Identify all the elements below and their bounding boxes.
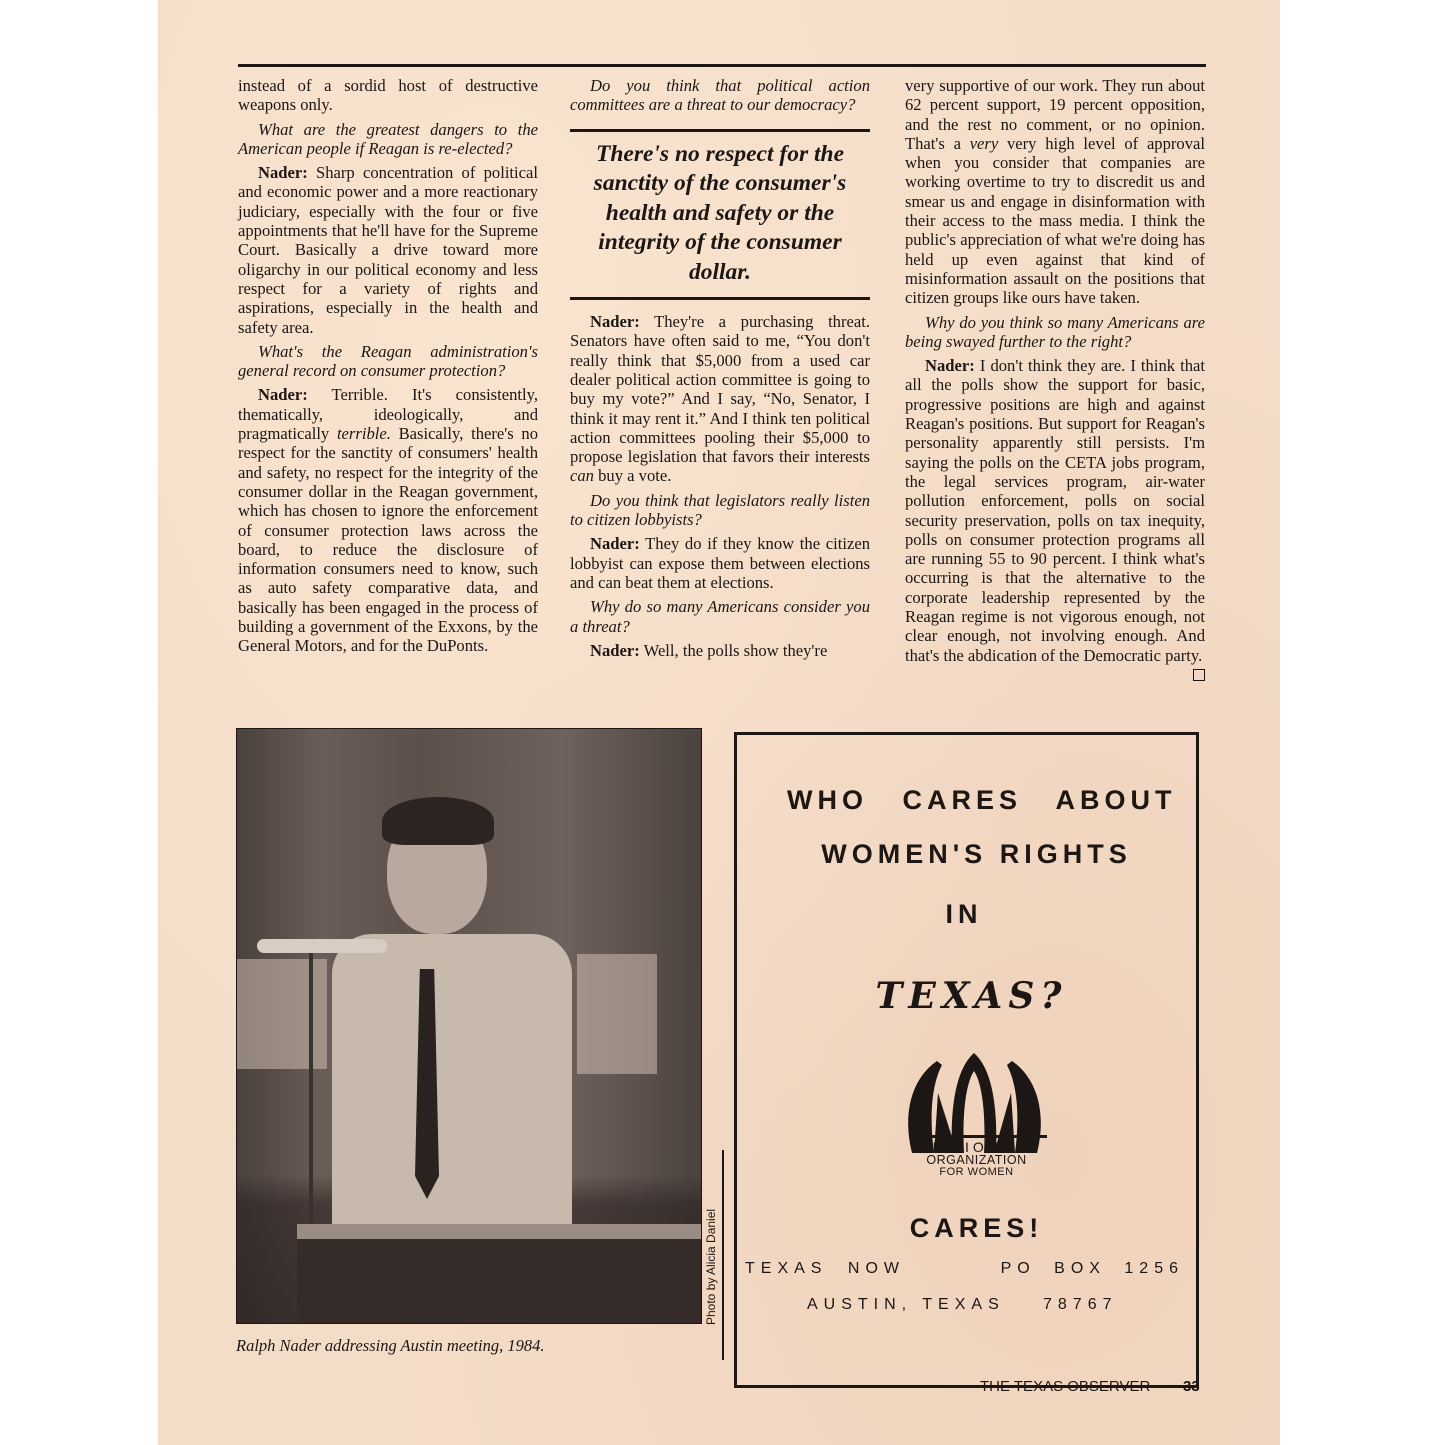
wall-panel xyxy=(577,954,657,1074)
page-footer xyxy=(980,1378,1200,1395)
answer-text: I don't think they are. I think that all the polls show the support for basic, progressive positions are high and against Reagan's positions. But support for Reagan's personality apparently still persists. I'm saying the polls on the CETA jobs program, the legal services program, air-water pollution enforcement, polls on social security preservation, polls on tax inequity, polls on consumer protection programs all are running 55 to 90 percent. I think what's occurring is that the alternative to the corporate leadership represented by the Reagan regime is not vigorous enough, not clear enough, not involving enough. And that's the abdication of the Democratic party. xyxy=(905,356,1205,665)
interview-answer xyxy=(570,641,870,660)
ad-cares: CARES! xyxy=(909,1213,1044,1243)
address-city: AUSTIN, TEXAS xyxy=(807,1296,1005,1313)
answer-text: buy a vote. xyxy=(593,466,672,486)
paragraph-text: very high level of approval when you consider that companies are working overtime to try to discredit us and smear us and engage in disinformation with their access to the mass media. I think the public's appreciation of what we're doing has held up even against that kind of misinformation assault on the positions that citizen groups like ours have taken. xyxy=(905,133,1205,308)
speaker-label: Nader: xyxy=(258,163,308,183)
address-po-box: PO BOX 1256 xyxy=(1000,1260,1184,1277)
speaker-label: Nader: xyxy=(925,356,975,376)
ad-headline-line-3: IN xyxy=(945,899,983,929)
speaker-label: Nader: xyxy=(590,640,640,660)
podium xyxy=(297,1239,701,1323)
speaker-label: Nader: xyxy=(258,385,308,405)
org-name-line-1: NATIONAL xyxy=(926,1139,1027,1155)
address-zip: 78767 xyxy=(1043,1296,1118,1313)
interview-question: Do you think that legislators really listen to citizen lobbyists? xyxy=(570,490,870,530)
interview-question: Do you think that political action committees are a threat to our democracy? xyxy=(570,76,870,115)
interview-answer xyxy=(238,163,538,337)
speaker-hair xyxy=(382,797,494,845)
paragraph xyxy=(905,76,1205,308)
org-name-line-3: FOR WOMEN xyxy=(939,1166,1014,1178)
photo-caption: Ralph Nader addressing Austin meeting, 1984. xyxy=(236,1336,545,1355)
address-name: TEXAS NOW xyxy=(745,1260,906,1277)
emphasis-text: very xyxy=(969,133,999,153)
answer-text: Well, the polls show they're xyxy=(639,640,828,660)
paragraph: instead of a sordid host of destructive weapons only. xyxy=(238,76,538,115)
vertical-rule xyxy=(722,1150,724,1360)
logo-underline xyxy=(917,1135,1047,1138)
microphone-stand xyxy=(309,951,313,1241)
column-1 xyxy=(238,76,538,661)
interview-answer xyxy=(238,385,538,655)
column-2 xyxy=(570,76,870,665)
end-mark-icon xyxy=(1193,669,1205,681)
now-advertisement xyxy=(734,732,1199,1388)
speaker-label: Nader: xyxy=(590,534,640,554)
interview-question: Why do so many Americans consider you a threat? xyxy=(570,597,870,636)
page-number: 33 xyxy=(1183,1378,1200,1395)
photo-ralph-nader xyxy=(236,728,702,1324)
ad-headline-texas: TEXAS? xyxy=(875,975,1068,1017)
interview-question: What are the greatest dangers to the American people if Reagan is re-elected? xyxy=(238,119,538,158)
top-rule xyxy=(238,64,1206,67)
answer-text: Terrible. It's consistently, thematically, ideologically, and pragmatically xyxy=(238,385,538,444)
publication-name: THE TEXAS OBSERVER xyxy=(980,1378,1151,1395)
answer-text: They're a purchasing threat. Senators have often said to me, “You don't really think that $5,000 from a used car dealer political action committee is going to buy my vote?” And I say, “No, Senator, I think it may rent it.” And I think ten political action committees pooling their $5,000 to propose legislation that favors their interests xyxy=(570,312,870,467)
org-name-line-2: ORGANIZATION xyxy=(926,1153,1027,1167)
paragraph-text: very supportive of our work. They run about 62 percent support, 19 percent opposition, and the rest no comment, or no opinion. That's a xyxy=(905,76,1205,153)
emphasis-text: terrible. xyxy=(336,424,391,444)
interview-question: What's the Reagan administration's general record on consumer protection? xyxy=(238,341,538,381)
ad-headline-line-2: WOMEN'S RIGHTS xyxy=(821,839,1132,869)
answer-text: Sharp concentration of political and economic power and a more reactionary judiciary, especially with the four or five appointments that he'll have for the Supreme Court. Basically a drive toward more oligarchy in our political economy and less respect for a variety of rights and aspirations, especially in the health and safety area. xyxy=(238,163,538,337)
microphone-icon xyxy=(257,939,387,953)
interview-answer xyxy=(570,312,870,486)
interview-answer xyxy=(905,356,1205,665)
ad-headline-line-1: WHO CARES ABOUT xyxy=(787,785,1177,815)
column-3 xyxy=(905,76,1205,681)
interview-question: Why do you think so many Americans are being swayed further to the right? xyxy=(905,312,1205,351)
speaker-label: Nader: xyxy=(590,312,640,332)
speaker-suit xyxy=(332,934,572,1224)
interview-answer xyxy=(570,534,870,592)
answer-text: Basically, there's no respect for the sanctity of consumers' health and safety, no respect for the integrity of the consumer dollar in the Reagan government, which has chosen to ignore the enforcement of consumer protection laws across the board, to reduce the disclosure of information consumers need to know, such as auto safety comparative data, and basically has been engaged in the process of building a government of the Exxons, by the General Motors, and for the DuPonts. xyxy=(238,424,539,656)
answer-text: They do if they know the citizen lobbyist can expose them between elections and can beat them at elections. xyxy=(570,534,870,592)
emphasis-text: can xyxy=(570,466,594,486)
wall-panel xyxy=(237,959,327,1069)
pull-quote: There's no respect for the sanctity of the consumer's health and safety or the integrity of the consumer dollar. xyxy=(570,129,870,301)
photo-credit: Photo by Alicia Daniel xyxy=(704,1208,718,1325)
